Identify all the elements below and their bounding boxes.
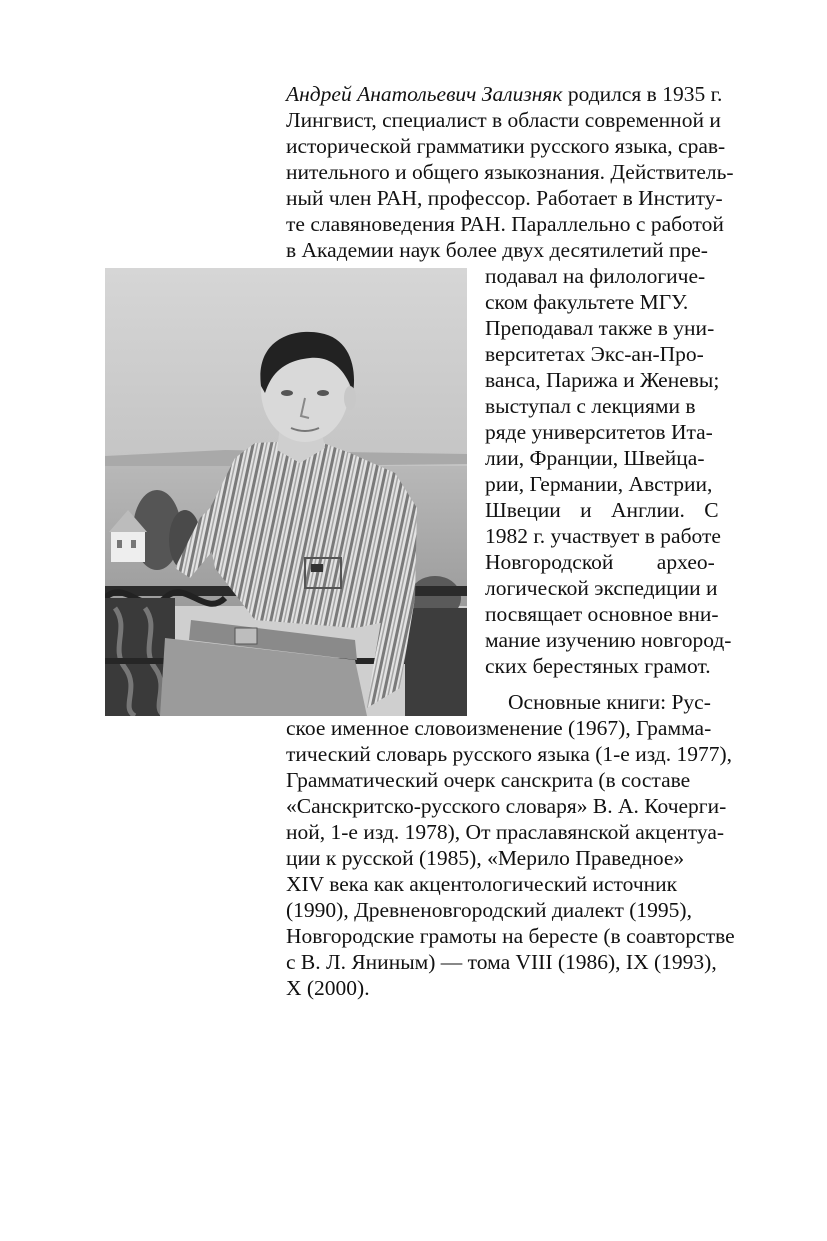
bio-line-16: рии, Германии, Австрии, bbox=[485, 472, 713, 496]
bio-line-5: ный член РАН, профессор. Работает в Институ- bbox=[286, 186, 723, 210]
books-line-5: «Санскритско-русского словаря» В. А. Кочерги- bbox=[286, 794, 727, 818]
bio-line-20: логической экспедиции и bbox=[485, 576, 718, 600]
bio-line-14: ряде университетов Ита- bbox=[485, 420, 713, 444]
bio-line-10: Преподавал также в уни- bbox=[485, 316, 715, 340]
books-line-12: X (2000). bbox=[286, 976, 370, 1000]
books-line-6: ной, 1-е изд. 1978), От праславянской акцентуа- bbox=[286, 820, 725, 844]
books-line-3: тический словарь русского языка (1-е изд. 1977), bbox=[286, 742, 733, 766]
bio-line-19: Новгородской архео- bbox=[485, 550, 715, 574]
bio-line-17: Швеции и Англии. С bbox=[485, 498, 719, 522]
bio-line-1 bbox=[286, 81, 730, 107]
bio-line-8: подавал на филологиче- bbox=[485, 264, 706, 288]
bio-line-6: те славяноведения РАН. Параллельно с работой bbox=[286, 212, 724, 236]
bio-line-18: 1982 г. участвует в работе bbox=[485, 524, 721, 548]
bio-line-21: посвящает основное вни- bbox=[485, 602, 719, 626]
bio-line-3: исторической грамматики русского языка, срав- bbox=[286, 134, 726, 158]
books-line-11: с В. Л. Яниным) — тома VIII (1986), IX (1993), bbox=[286, 950, 717, 974]
bio-line-7: в Академии наук более двух десятилетий пре- bbox=[286, 238, 708, 262]
bio-line-15: лии, Франции, Швейца- bbox=[485, 446, 705, 470]
bio-line-11: верситетах Экс-ан-Про- bbox=[485, 342, 704, 366]
bio-line-12: ванса, Парижа и Женевы; bbox=[485, 368, 720, 392]
bio-line-23: ских берестяных грамот. bbox=[485, 654, 711, 678]
bio-line-13: выступал с лекциями в bbox=[485, 394, 696, 418]
bio-line-4: нительного и общего языкознания. Действитель- bbox=[286, 160, 734, 184]
books-line-4: Грамматический очерк санскрита (в составе bbox=[286, 768, 691, 792]
books-line-8: XIV века как акцентологический источник bbox=[286, 872, 678, 896]
books-line-9: (1990), Древненовгородский диалект (1995), bbox=[286, 898, 692, 922]
books-line-7: ции к русской (1985), «Мерило Праведное» bbox=[286, 846, 685, 870]
bio-line-9: ском факультете МГУ. bbox=[485, 290, 689, 314]
bio-line-2: Лингвист, специалист в области современной и bbox=[286, 108, 721, 132]
author-portrait-photo bbox=[105, 268, 467, 716]
bio-line-1-text: родился в 1935 г. bbox=[562, 82, 723, 106]
books-line-10: Новгородские грамоты на бересте (в соавторстве bbox=[286, 924, 735, 948]
author-name: Андрей Анатольевич Зализняк bbox=[286, 82, 563, 106]
books-line-2: ское именное словоизменение (1967), Грамма- bbox=[286, 716, 712, 740]
bio-line-22: мание изучению новгород- bbox=[485, 628, 732, 652]
books-line-1: Основные книги: Рус- bbox=[508, 690, 711, 714]
